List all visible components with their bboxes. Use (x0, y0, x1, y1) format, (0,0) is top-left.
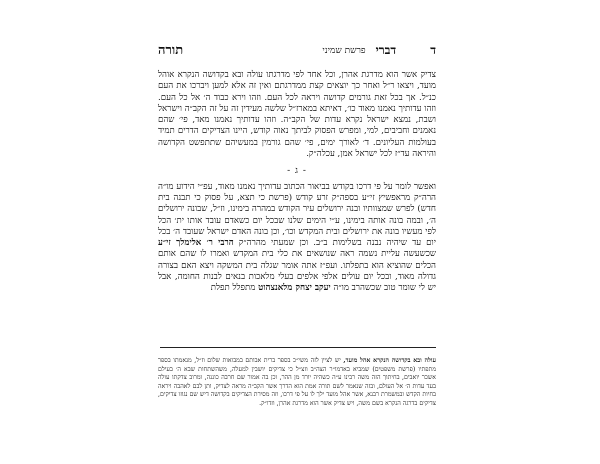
book-title: דברי (375, 42, 397, 57)
parsha-name: פרשת שמיני (322, 45, 366, 56)
paragraph-1: צדיק אשר הוא מדרגת אהרן, וכל אחד לפי מדרגתו עולה ובא בקדושה הנקרא אוהל מועד, ויצאו ר״ל ואחר כך יוצאים קצת ממדרגתם ואין זה אלא למען ויברכו את העם כנ״ל. אך בכל זאת גורמים קדושה ויראה לכל העם. וזהו וירא כבוד ה׳ אל כל העם. וזהו עדותיך נאמנו מאוד כו׳, דאיתא במארז״ל שלשה מעידין זה על זה הקב״ה וישראל ושבת, נמצא ישראל נקרא עדות של הקב״ה. וזהו עדותיך נאמנו מאד, פי׳ שהם נאמנים וחביבים, למי, ומפרש הפסוק לביתך נאוה קודש, היינו הצדיקים הדרים תמיד בעולמות העליונים. ד׳ לאורך ימים, פי׳ שהם גורמין במעשיהם שתתפשט הקדושה והיראה עד״ז לכל ישראל אמן, עכלה״ק. (158, 70, 436, 160)
paragraph-2 (158, 182, 436, 295)
running-header (158, 40, 436, 60)
footnote-text: יש לציין לזה משי״כ בספר ברית אבותם במבואות שלום וז״ל, מנאמתו בספר מתפתיו (פרשת משפטים) שמביא באדמו״ר הצה״ב וזצ״ל כי צדיקים יושבין למעלה, משהשתחות שבא ה׳ בעילם אשכר יואבים, בחיתוך הזה משה רבינו ע״ה כשהיה יורד מן ההר, וכן בה אמור שם חרבה כוננה, ומרוב צדקתו עולה בעד עדות ה׳ אל העולם, ובזה שנאמר לשם תורה אמת הוא הדרך אשר הקב״ה מראה לצדיק, ותן לבם לאהבה ויראה בחיות הקדש ובמשמרת רבנא, אשר אהל מועד ילך לו על פי דרכו, וזה מסירת הצדיקים בקדושה דיש שם נגוזו צדיקים, צדיקים בדרגה הנקרא בשם משה, ויש צדיק אשר הוא מדרגת אהרן, וזדו״ק. (158, 357, 436, 407)
section-title: תורה (158, 43, 184, 58)
footnote-divider (160, 347, 436, 348)
bold-name-2: יעקב יצחק מלאנצהוט (258, 283, 331, 294)
bold-name-1: הרבי ר׳ אלימלך זי״ע (158, 238, 234, 249)
paragraph-2-part-a: ואפשר לומר על פי דרכו בקודש בביאור הכתוב עדותיך נאמנו מאוד, עפ״י הידוע מו״ה הרה״ק מראפשיץ זי״ע בספה״ק זרע קודש (פרשת כי תצא, על פסוק כי תבנה בית חדש) לפרש שמצוותיו ובנה ירושלים עיר הקודש במהרה בימינו, וז״ל, שבונה ירושלים ה׳, ובמה בונה אותה בימינו, ע״י הימים שלנו שבכל יום כשאדם עובד אותו ית׳ הכל לפי מעשיו בונה את ירושלים ובית המקדש וכו׳, וכן בונה האדם ישראל שעובד ה׳ בכל יום עד שיהיה נבנה בשלימות ב״ב. וכן שמעתי מהרה״ק (158, 181, 436, 249)
footnote-heading: עולה ובא בקדושה הנקרא אהל מועד, (343, 357, 437, 364)
paragraph-2-part-b: שכשעשה עליית נשמה ראה שנושאים את כלי בית המקדש ואמרו לו שהם אותם הכלים שהוציא הוא בתפלתו. ועפ״ז אתה אומר שגלה בית המשקה ויצא האם בצורה גדולה מאוד, ובכל יום עולים אלפי אלפים בעלי מלאכות בנאים לבנות החומה, אבל יש לי שומר טוב שכשהרב מו״ה (158, 249, 436, 294)
footnote (158, 357, 436, 409)
section-marker: - ג - (287, 166, 307, 177)
page-letter: ד (430, 42, 436, 57)
paragraph-2-part-c: מתפלל תפלת (210, 283, 259, 294)
main-text (158, 70, 436, 295)
